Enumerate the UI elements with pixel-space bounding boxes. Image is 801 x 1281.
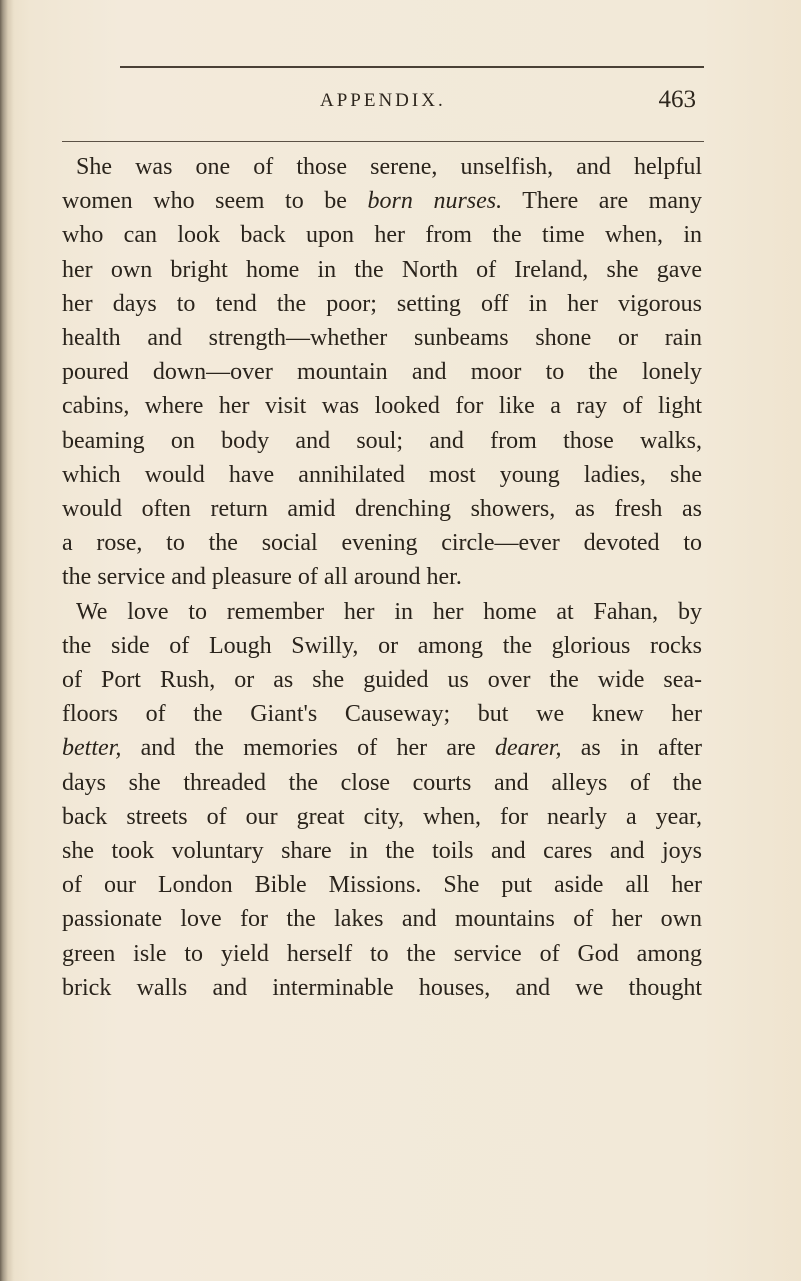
text-line: brick walls and interminable houses, and we thought xyxy=(62,974,702,1001)
text-line: would often return amid drenching showers, as fresh as xyxy=(62,496,702,523)
italic-text: dearer, xyxy=(495,735,562,762)
text-line: She was one of those serene, unselfish, and helpful xyxy=(76,154,702,180)
text-line: cabins, where her visit was looked for like a ray of light xyxy=(62,393,702,420)
text-line: a rose, to the social evening circle—ever devoted to xyxy=(62,530,702,557)
binding-edge xyxy=(0,0,14,1281)
running-head xyxy=(120,86,704,126)
text-span: There are many xyxy=(502,188,702,215)
text-line xyxy=(62,731,702,765)
text-line: she took voluntary share in the toils and cares and joys xyxy=(62,838,702,865)
header-rule-top xyxy=(120,66,704,68)
text-line: of Port Rush, or as she guided us over the wide sea- xyxy=(62,667,702,694)
page-number: 463 xyxy=(658,86,696,113)
text-line: floors of the Giant's Causeway; but we knew her xyxy=(62,701,702,728)
text-span: and the memories of her are xyxy=(121,735,496,762)
paragraph-2 xyxy=(62,595,702,1005)
running-title: APPENDIX. xyxy=(320,90,446,111)
text-line: back streets of our great city, when, for nearly a year, xyxy=(62,803,702,830)
text-line: her own bright home in the North of Ireland, she gave xyxy=(62,256,702,283)
paragraph-1 xyxy=(62,150,702,595)
text-line xyxy=(62,184,702,218)
text-line: poured down—over mountain and moor to the lonely xyxy=(62,359,702,386)
body-text xyxy=(62,150,702,1005)
text-span: as in after xyxy=(561,735,702,762)
text-line: days she threaded the close courts and alleys of the xyxy=(62,769,702,796)
text-line: which would have annihilated most young ladies, she xyxy=(62,461,702,488)
text-line: green isle to yield herself to the service of God among xyxy=(62,940,702,967)
header-rule-bottom xyxy=(62,141,704,142)
italic-text: better, xyxy=(62,735,122,762)
text-line: the side of Lough Swilly, or among the glorious rocks xyxy=(62,632,702,659)
text-line: health and strength—whether sunbeams shone or rain xyxy=(62,325,702,352)
text-line: We love to remember her in her home at Fahan, by xyxy=(76,598,702,625)
text-line: passionate love for the lakes and mountains of her own xyxy=(62,906,702,933)
text-line: her days to tend the poor; setting off in her vigorous xyxy=(62,290,702,317)
text-line: who can look back upon her from the time when, in xyxy=(62,222,702,249)
text-line: the service and pleasure of all around her. xyxy=(62,564,462,591)
text-span: women who seem to be xyxy=(62,188,368,215)
text-line: of our London Bible Missions. She put aside all her xyxy=(62,872,702,899)
text-line: beaming on body and soul; and from those walks, xyxy=(62,427,702,454)
italic-text: born nurses. xyxy=(367,188,503,215)
